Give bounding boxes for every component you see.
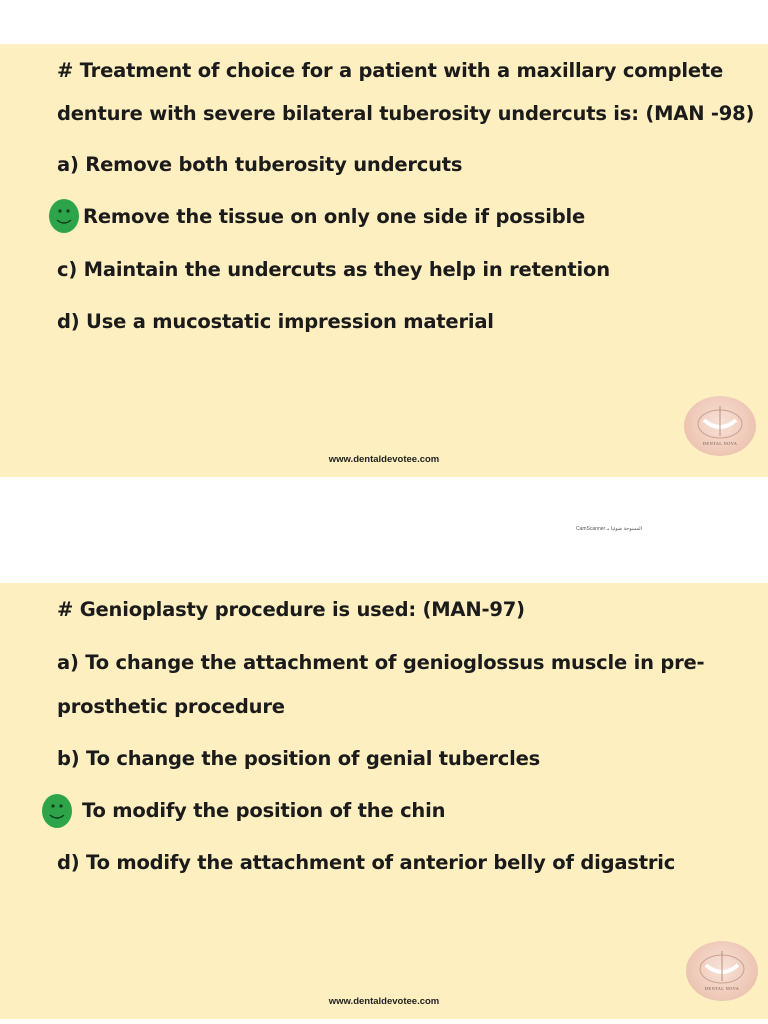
question-2-text: # Genioplasty procedure is used: (MAN-97) [57,598,525,621]
question-1-option-d: d) Use a mucostatic impression material [57,310,494,333]
question-1-text-line-2: denture with severe bilateral tuberosity undercuts is: (MAN -98) [57,102,755,125]
question-1-option-b-correct: Remove the tissue on only one side if possible [83,205,585,228]
dental-logo-icon [684,396,756,456]
logo-text: DENTAL NOVA [704,986,740,991]
camscanner-note: CamScanner المسوحة ضوئيا بـ [576,526,643,532]
footer-website: www.dentaldevotee.com [328,996,440,1007]
question-2-option-d: d) To modify the attachment of anterior belly of digastric [57,851,676,874]
question-slide-2 [0,583,768,1019]
smiley-face-icon [49,199,79,233]
footer-website: www.dentaldevotee.com [328,454,440,465]
question-2-option-b: b) To change the position of genial tubercles [57,747,541,770]
question-2-option-c-correct: To modify the position of the chin [82,799,446,822]
logo-text: DENTAL NOVA [702,441,738,446]
question-1-option-a: a) Remove both tuberosity undercuts [57,153,463,176]
question-1-option-c: c) Maintain the undercuts as they help in retention [57,258,610,281]
question-2-option-a-line-2: prosthetic procedure [57,695,285,718]
question-2-option-a-line-1: a) To change the attachment of genioglossus muscle in pre- [57,651,705,674]
question-1-text-line-1: # Treatment of choice for a patient with a maxillary complete [57,59,723,82]
dental-logo-icon [686,941,758,1001]
smiley-face-icon [42,794,72,828]
question-slide-1 [0,44,768,477]
